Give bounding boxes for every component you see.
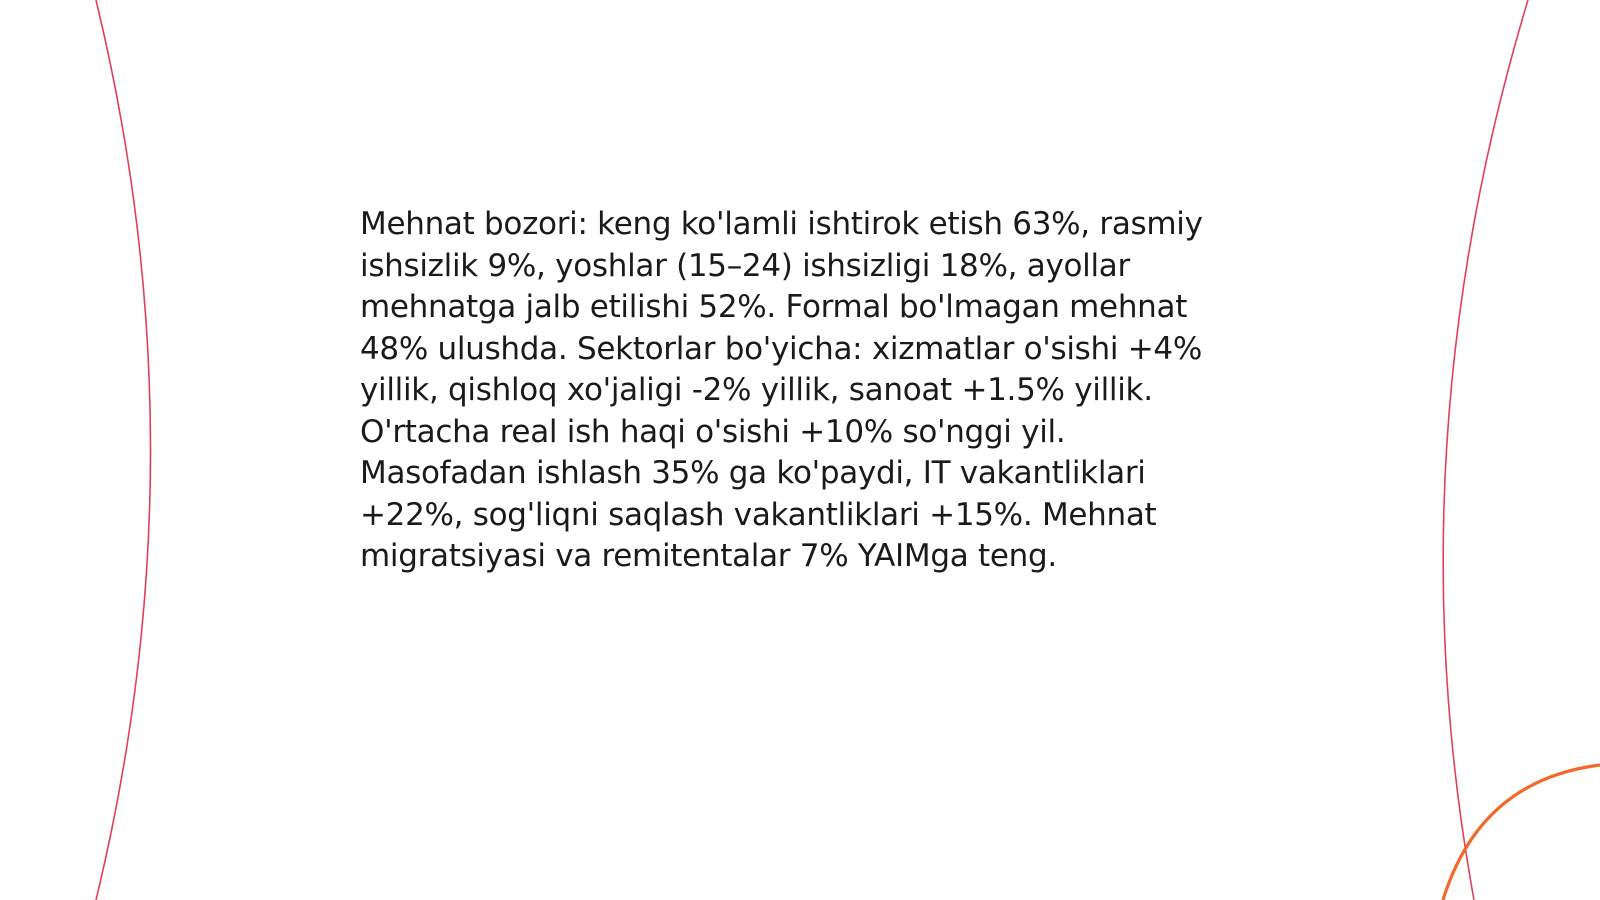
accent-orange-arc [1443,765,1600,900]
slide-body-text: Mehnat bozori: keng ko'lamli ishtirok etish 63%, rasmiy ishsizlik 9%, yoshlar (15–24) ishsizligi 18%, ayollar mehnatga jalb etilishi 52%. Formal bo'lmagan mehnat 48% ulushda. Sektorlar bo'yicha: xizmatlar o'sishi +4% yillik, qishloq xo'jaligi -2% yillik, sanoat +1.5% yillik. O'rtacha real ish haqi o'sishi +10% so'nggi yil. Masofadan ishlash 35% ga ko'paydi, IT vakantliklari +22%, sog'liqni saqlash vakantliklari +15%. Mehnat migratsiyasi va remitentalar 7% YAIMga teng. [360,206,1203,574]
right-curve-line [1443,0,1528,900]
left-curve-line [96,0,151,900]
